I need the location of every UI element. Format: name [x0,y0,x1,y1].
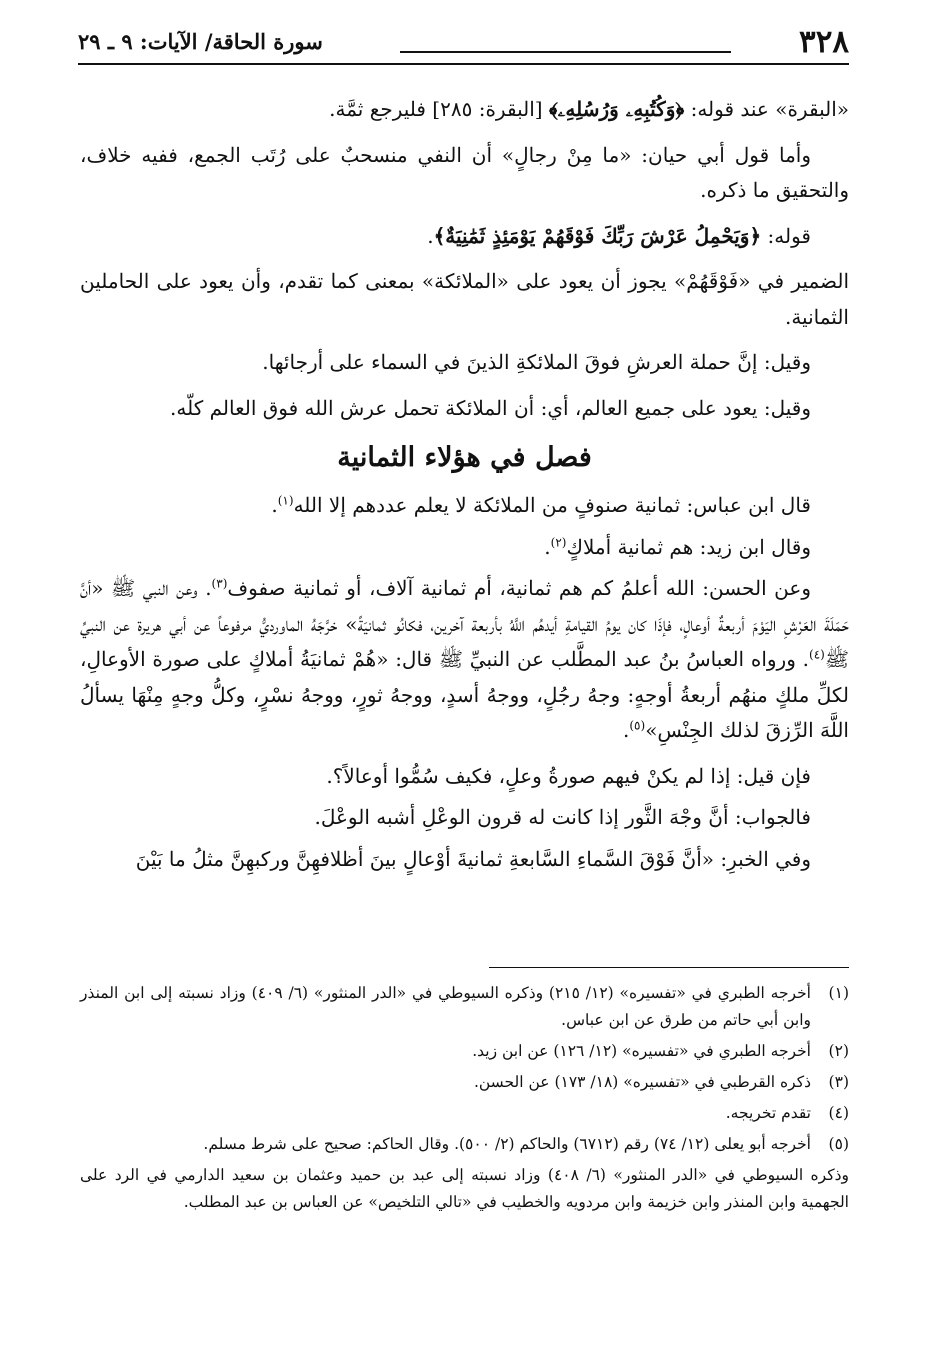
section-heading: فصل في هؤلاء الثمانية [337,442,592,473]
paragraph [80,571,849,749]
paragraph [80,759,849,795]
paragraph [80,530,849,566]
paragraph [80,800,849,836]
paragraph-text: فإن قيل: إذا لم يكنْ فيهم صورةُ وعلٍ، فكيف سُمُّوا أوعالاً؟. [326,763,811,788]
paragraph-text: وعن الحسن: الله أعلمُ كم هم ثمانية، أم ثمانية آلاف، أو ثمانية صفوف [227,576,811,600]
paragraph [80,488,849,524]
paragraph [80,219,849,255]
footnote [80,1131,849,1158]
footnote-ref[interactable]: (٤) [809,647,825,662]
paragraph-text: فالجواب: أنَّ وجْهَ الثَّور إذا كانت له قرون الوعْلِ أشبه الوعْلَ. [314,805,811,829]
paragraph-text: «البقرة» عند قوله: [684,97,849,121]
footnote-number: (٣) [828,1073,849,1091]
footnote-text: أخرجه الطبري في «تفسيره» (١٢/ ٢١٥) وذكره السيوطي في «الدر المنثور» (٦/ ٤٠٩) وزاد نسبته إلى ابن المنذر وابن أبي حاتم من طرق عن ابن عباس. [80,984,811,1029]
paragraph-text: وفي الخبرِ: «أنَّ فَوْقَ السَّماءِ السَّابعةِ ثمانيةَ أوْعالٍ بينَ أظلافهِنَّ وركبهِنَّ مثلُ ما بَيْنَ [135,846,811,871]
paragraph-text: . [271,493,278,517]
footnote-text: أخرجه الطبري في «تفسيره» (١٢/ ١٢٦) عن ابن زيد. [472,1042,811,1060]
footnote-ref[interactable]: (١) [277,493,294,508]
footnote-text: تقدم تخريجه. [725,1104,811,1122]
paragraph-text: . [544,534,551,559]
paragraph [80,264,849,335]
paragraph [80,92,849,128]
paragraph-text: . [623,718,630,742]
paragraph-text: [البقرة: ٢٨٥] فليرجع ثمَّة. [329,97,549,121]
quran-quote: ﴿وَيَحْمِلُ عَرْشَ رَبِّكَ فَوْقَهُمْ يَوْمَئِذٍ ثَمَٰنِيَةٌ﴾ [433,223,762,248]
paragraph-text: وقيل: يعود على جميع العالم، أي: أن الملائكة تحمل عرش الله فوق العالم كلّه. [170,395,811,420]
footnote-ref[interactable]: (٥) [629,718,646,733]
footnote-number: (١) [828,984,849,1002]
footnote-ref[interactable]: (٢) [550,534,567,549]
paragraph-text: . وعن النبي ﷺ «أنَّ حَمَلَةَ العَرْشِ اليَوْمَ أربعةٌ أوعالٍ، فإذَا كان يومُ القيامةِ أيدهُم اللَّهُ بأربعة آخرين، فكانُو ثمانيَةً» خرَّجَهُ الماورديُّ مرفوعاً عن أبي هريرة عن النبيِّ ﷺ [80,576,849,671]
paragraph [80,345,849,381]
paragraph-text: وقال ابن زيد: هم ثمانية أملاكٍ [566,534,811,559]
footnote-continuation: وذكره السيوطي في «الدر المنثور» (٦/ ٤٠٨) وزاد نسبته إلى عبد بن حميد وعثمان بن سعيد الدارمي في الرد على الجهمية وابن المنذر وابن خزيمة وابن مردويه والخطيب في «تالي التلخيص» عن العباس بن عبد المطلب. [80,1166,849,1211]
footnote [80,980,849,1034]
main-text [80,92,849,887]
footnote-number: (٥) [828,1135,849,1153]
paragraph [80,138,849,209]
footnote-ref[interactable]: (٣) [211,576,228,591]
paragraph [80,391,849,427]
footnote-number: (٤) [828,1104,849,1122]
footnotes [80,980,849,1216]
header-rule [78,63,849,65]
paragraph-text: وقيل: إنَّ حملة العرشِ فوقَ الملائكةِ الذينَ في السماء على أرجائها. [262,350,811,374]
paragraph-text: وأما قول أبي حيان: «ما مِنْ رجالٍ» أن النفي منسحبٌ على رُتَب الجمع، ففيه خلاف، والتحقيق ما ذكره. [80,142,849,202]
paragraph-text: . [427,223,434,248]
footnote [80,1038,849,1065]
header-inline-rule [400,51,731,53]
paragraph-text: . ورواه العباسُ بنُ عبد المطَّلب عن النبيِّ ﷺ قال: «هُمْ ثمانيَةُ أملاكٍ على صورة الأوعالِ، لكلِّ ملكٍ منهُم أربعةُ أوجهٍ: وجهُ رجُلٍ، ووجهُ أسدٍ، ووجهُ ثورٍ، ووجهُ نسْرٍ، وكلُّ وجهٍ مِنْهَا يسألُ اللَّهَ الرِّزقَ لذلك الجِنْسِ» [80,647,849,742]
footnote-number: (٢) [828,1042,849,1060]
paragraph-text: قال ابن عباس: ثمانية صنوفٍ من الملائكة لا يعلم عددهم إلا الله [293,493,811,517]
paragraph [80,842,849,878]
page-number: ٣٢٨ [799,24,849,60]
page-header [78,22,849,64]
footnote-separator [489,967,849,968]
footnote-text: أخرجه أبو يعلى (١٢/ ٧٤) رقم (٦٧١٢) والحاكم (٢/ ٥٠٠). وقال الحاكم: صحيح على شرط مسلم. [203,1135,811,1153]
paragraph-text: قوله: [761,223,811,248]
quran-quote: ﴿وَكُتُبِهِۦ وَرُسُلِهِۦ﴾ [548,97,685,121]
running-title: سورة الحاقة/ الآيات: ٩ ـ ٢٩ [78,29,323,54]
footnote-text: ذكره القرطبي في «تفسيره» (١٨/ ١٧٣) عن الحسن. [473,1073,811,1091]
footnote [80,1069,849,1096]
footnote [80,1100,849,1127]
paragraph-text: الضمير في «فَوْقَهُمْ» يجوز أن يعود على «الملائكة» بمعنى كما تقدم، وأن يعود على الحاملين الثمانية. [80,269,849,329]
